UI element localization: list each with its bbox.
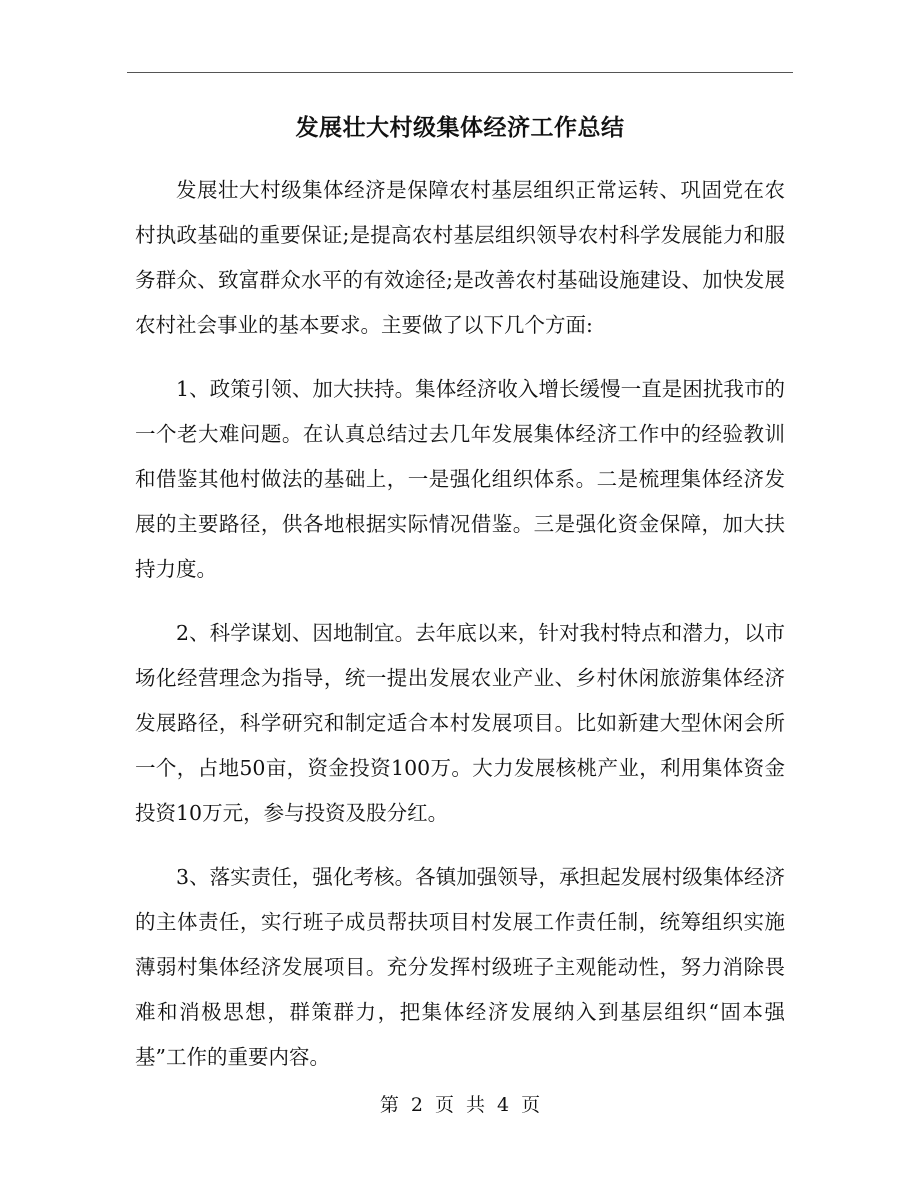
document-body	[135, 168, 785, 1099]
paragraph-intro: 发展壮大村级集体经济是保障农村基层组织正常运转、巩固党在农村执政基础的重要保证;是提高农村基层组织领导农村科学发展能力和服务群众、致富群众水平的有效途径;是改善农村基础设施建设、加快发展农村社会事业的基本要求。主要做了以下几个方面:	[135, 178, 785, 337]
paragraph-policy: 1、政策引领、加大扶持。集体经济收入增长缓慢一直是困扰我市的一个老大难问题。在认真总结过去几年发展集体经济工作中的经验教训和借鉴其他村做法的基础上，一是强化组织体系。二是梳理集体经济发展的主要路径，供各地根据实际情况借鉴。三是强化资金保障，加大扶持力度。	[135, 377, 785, 581]
header-rule	[127, 72, 793, 73]
paragraph-planning: 2、科学谋划、因地制宜。去年底以来，针对我村特点和潜力，以市场化经营理念为指导，统一提出发展农业产业、乡村休闲旅游集体经济发展路径，科学研究和制定适合本村发展项目。比如新建大型休闲会所一个，占地50亩，资金投资100万。大力发展核桃产业，利用集体资金投资10万元，参与投资及股分红。	[135, 621, 785, 825]
document-title: 发展壮大村级集体经济工作总结	[295, 115, 625, 141]
paragraph-responsibility: 3、落实责任，强化考核。各镇加强领导，承担起发展村级集体经济的主体责任，实行班子成员帮扶项目村发展工作责任制，统筹组织实施薄弱村集体经济发展项目。充分发挥村级班子主观能动性，努力消除畏难和消极思想，群策群力，把集体经济发展纳入到基层组织“固本强基”工作的重要内容。	[135, 865, 785, 1069]
page-number-footer: 第 2 页 共 4 页	[379, 1094, 541, 1116]
